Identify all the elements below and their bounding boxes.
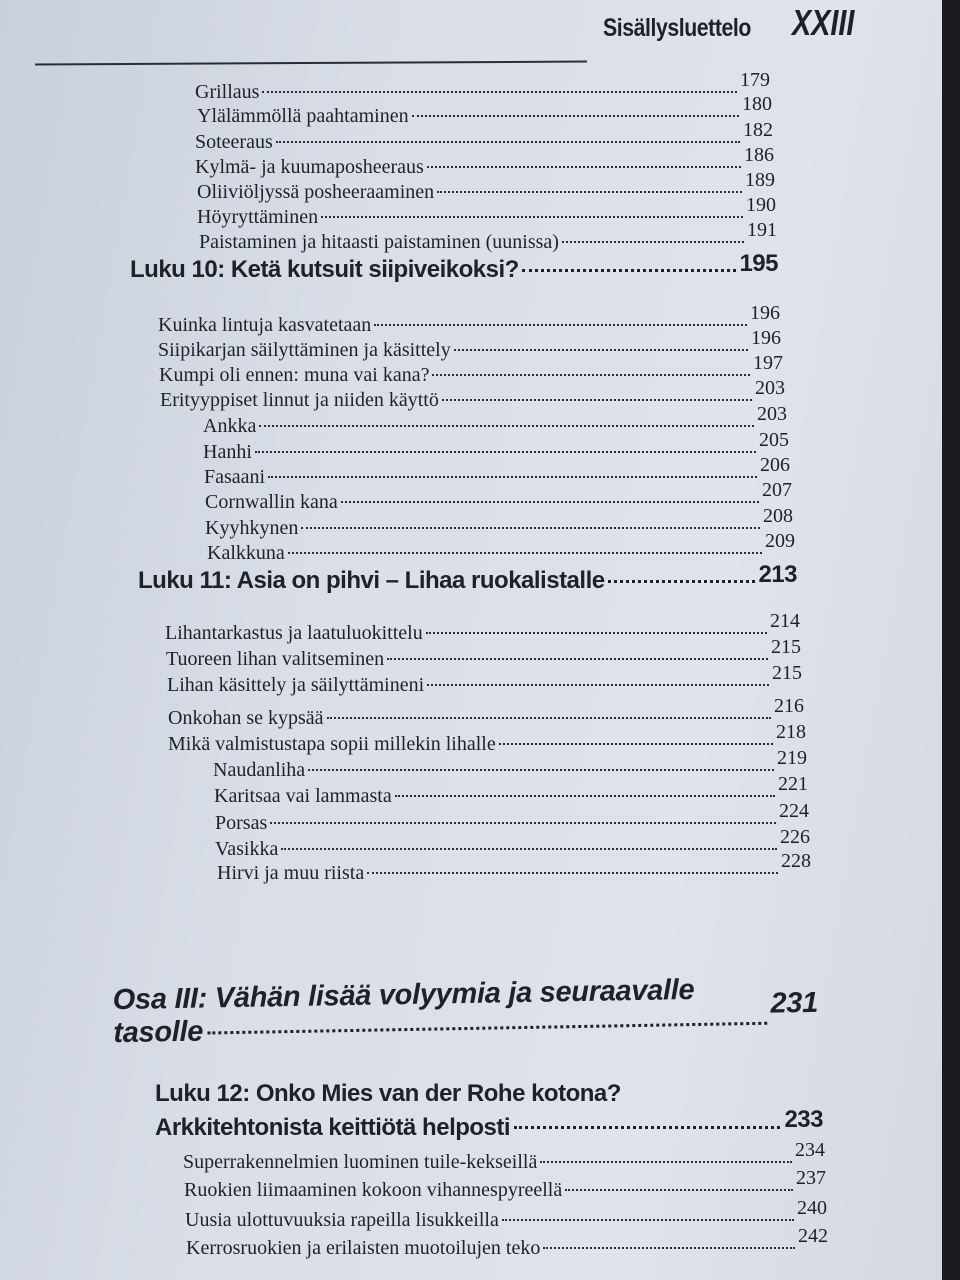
chapter-page: 213 xyxy=(758,561,797,588)
entry-page: 226 xyxy=(780,826,810,848)
leader-dots xyxy=(522,269,737,272)
entry-page: 186 xyxy=(744,144,774,166)
entry-page: 196 xyxy=(751,327,781,349)
entry-label: Höyryttäminen xyxy=(197,206,319,228)
leader-dots xyxy=(301,527,760,529)
toc-entry xyxy=(205,505,793,540)
entry-label: Kuinka lintuja kasvatetaan xyxy=(158,314,372,336)
entry-page: 237 xyxy=(796,1167,826,1189)
entry-label: Ylälämmöllä paahtaminen xyxy=(197,105,409,127)
leader-dots xyxy=(327,717,771,719)
entry-page: 228 xyxy=(781,850,811,872)
entry-page: 215 xyxy=(772,662,802,684)
entry-label: Kumpi oli ennen: muna vai kana? xyxy=(159,364,430,386)
toc-entry xyxy=(197,194,776,229)
toc-entry xyxy=(195,144,774,179)
chapter-heading xyxy=(130,250,778,284)
toc-entry xyxy=(204,454,790,489)
entry-label: Tuoreen lihan valitseminen xyxy=(166,648,385,670)
leader-dots xyxy=(321,216,743,218)
leader-dots xyxy=(374,324,747,326)
entry-page: 234 xyxy=(795,1139,825,1161)
entry-label: Karitsaa vai lammasta xyxy=(214,785,392,807)
leader-dots xyxy=(276,141,740,143)
entry-label: Hirvi ja muu riista xyxy=(217,862,365,884)
entry-label: Grillaus xyxy=(195,81,260,103)
toc-entry xyxy=(160,377,785,412)
toc-entry xyxy=(166,636,801,671)
leader-dots xyxy=(543,1247,795,1249)
entry-page: 196 xyxy=(750,302,780,324)
toc-entry xyxy=(199,219,777,254)
leader-dots xyxy=(565,1189,793,1191)
leader-dots xyxy=(341,501,759,503)
entry-page: 207 xyxy=(762,479,792,501)
entry-page: 203 xyxy=(757,403,787,425)
entry-label: Paistaminen ja hitaasti paistaminen (uunissa) xyxy=(199,231,559,253)
toc-entry xyxy=(207,530,795,565)
toc-entry xyxy=(213,747,807,782)
toc-entry xyxy=(203,403,787,438)
entry-label: Porsas xyxy=(215,812,268,834)
leader-dots xyxy=(412,115,739,117)
toc-entry xyxy=(168,721,806,756)
chapter-heading xyxy=(138,561,797,595)
leader-dots xyxy=(259,425,754,427)
entry-label: Uusia ulottuvuuksia rapeilla lisukkeilla xyxy=(185,1209,499,1231)
entry-page: 190 xyxy=(746,194,776,216)
leader-dots xyxy=(255,451,756,453)
toc-entry xyxy=(165,610,800,645)
chapter-title: Luku 10: Ketä kutsuit siipiveikoksi? xyxy=(130,256,519,283)
page-number: XXIII xyxy=(792,2,855,43)
toc-entry xyxy=(186,1225,828,1260)
entry-page: 209 xyxy=(765,530,795,552)
toc-entry xyxy=(214,773,808,808)
leader-dots xyxy=(207,1022,767,1035)
leader-dots xyxy=(281,848,777,850)
entry-page: 180 xyxy=(742,93,772,115)
leader-dots xyxy=(270,822,776,824)
entry-page: 206 xyxy=(760,454,790,476)
entry-page: 219 xyxy=(777,747,807,769)
entry-label: Cornwallin kana xyxy=(205,491,338,513)
leader-dots xyxy=(499,743,773,745)
entry-label: Ruokien liimaaminen kokoon vihannespyreellä xyxy=(184,1179,563,1201)
leader-dots xyxy=(427,684,769,686)
chapter-page: 233 xyxy=(784,1106,823,1133)
leader-dots xyxy=(262,91,737,93)
toc-entry xyxy=(197,169,775,204)
entry-page: 182 xyxy=(743,119,773,141)
leader-dots xyxy=(562,241,744,243)
entry-label: Lihantarkastus ja laatuluokittelu xyxy=(165,622,423,644)
entry-label: Kalkkuna xyxy=(207,542,285,564)
entry-page: 216 xyxy=(774,695,804,717)
entry-page: 242 xyxy=(798,1225,828,1247)
entry-label: Mikä valmistustapa sopii millekin lihalle xyxy=(168,733,496,755)
entry-page: 191 xyxy=(747,219,777,241)
toc-entry xyxy=(217,850,811,885)
running-header-title: Sisällysluettelo xyxy=(603,14,751,42)
chapter-title: Luku 11: Asia on pihvi – Lihaa ruokalistalle xyxy=(138,567,605,594)
entry-label: Fasaani xyxy=(204,466,266,488)
toc-entry xyxy=(185,1197,827,1232)
entry-label: Kyyhkynen xyxy=(205,517,299,539)
entry-label: Erityyppiset linnut ja niiden käyttö xyxy=(160,389,439,411)
toc-entry xyxy=(203,429,789,464)
entry-page: 221 xyxy=(778,773,808,795)
leader-dots xyxy=(442,399,752,401)
leader-dots xyxy=(387,658,768,660)
chapter-12-heading xyxy=(155,1080,823,1142)
toc-entry xyxy=(215,800,809,835)
toc-entry xyxy=(197,93,772,128)
entry-label: Soteeraus xyxy=(195,131,273,153)
chapter-title-line2: Arkkitehtonista keittiötä helposti xyxy=(155,1114,511,1141)
entry-label: Oliiviöljyssä posheeraaminen xyxy=(197,181,435,203)
entry-page: 218 xyxy=(776,721,806,743)
toc-entry xyxy=(159,352,783,387)
entry-page: 179 xyxy=(740,69,770,91)
page-edge xyxy=(942,0,960,1280)
entry-label: Siipikarjan säilyttäminen ja käsittely xyxy=(158,339,451,361)
leader-dots xyxy=(268,476,757,478)
leader-dots xyxy=(426,632,767,634)
part-page: 231 xyxy=(770,986,819,1020)
toc-entry xyxy=(167,662,802,697)
leader-dots xyxy=(432,374,750,376)
toc-entry xyxy=(158,327,781,362)
toc-entry xyxy=(158,302,780,337)
entry-page: 214 xyxy=(770,610,800,632)
leader-dots xyxy=(308,769,774,771)
chapter-page: 195 xyxy=(739,250,778,277)
leader-dots xyxy=(454,349,748,351)
toc-entry xyxy=(183,1139,825,1174)
entry-page: 203 xyxy=(755,377,785,399)
leader-dots xyxy=(427,166,741,168)
entry-label: Hanhi xyxy=(203,441,252,463)
toc-entry xyxy=(195,69,770,104)
entry-label: Onkohan se kypsää xyxy=(168,707,324,729)
part-heading xyxy=(112,972,818,1050)
entry-page: 240 xyxy=(797,1197,827,1219)
entry-label: Vasikka xyxy=(215,838,279,860)
entry-page: 189 xyxy=(745,169,775,191)
leader-dots xyxy=(608,580,756,583)
leader-dots xyxy=(502,1219,794,1221)
leader-dots xyxy=(437,191,742,193)
entry-label: Naudanliha xyxy=(213,759,306,781)
leader-dots xyxy=(540,1161,792,1163)
toc-entry xyxy=(215,826,810,861)
leader-dots xyxy=(367,872,778,874)
entry-label: Lihan käsittely ja säilyttämineni xyxy=(167,674,425,696)
part-title-line1: Osa III: Vähän lisää volyymia ja seuraavalle xyxy=(112,974,695,1017)
entry-label: Kylmä- ja kuumaposheeraus xyxy=(195,156,424,178)
entry-page: 197 xyxy=(753,352,783,374)
toc-entry xyxy=(184,1167,826,1202)
entry-label: Kerrosruokien ja erilaisten muotoilujen teko xyxy=(186,1237,541,1259)
toc-entry xyxy=(195,119,773,154)
entry-page: 205 xyxy=(759,429,789,451)
header-rule xyxy=(35,61,587,66)
entry-page: 215 xyxy=(771,636,801,658)
entry-page: 224 xyxy=(779,800,809,822)
chapter-title-line1: Luku 12: Onko Mies van der Rohe kotona? xyxy=(155,1080,621,1107)
part-title-line2: tasolle xyxy=(113,1015,204,1050)
leader-dots xyxy=(395,795,775,797)
leader-dots xyxy=(514,1126,780,1129)
toc-entry xyxy=(168,695,804,730)
entry-label: Ankka xyxy=(203,415,257,437)
entry-page: 208 xyxy=(763,505,793,527)
leader-dots xyxy=(288,552,762,554)
entry-label: Superrakennelmien luominen tuile-kekseillä xyxy=(183,1151,538,1173)
toc-entry xyxy=(205,479,792,514)
